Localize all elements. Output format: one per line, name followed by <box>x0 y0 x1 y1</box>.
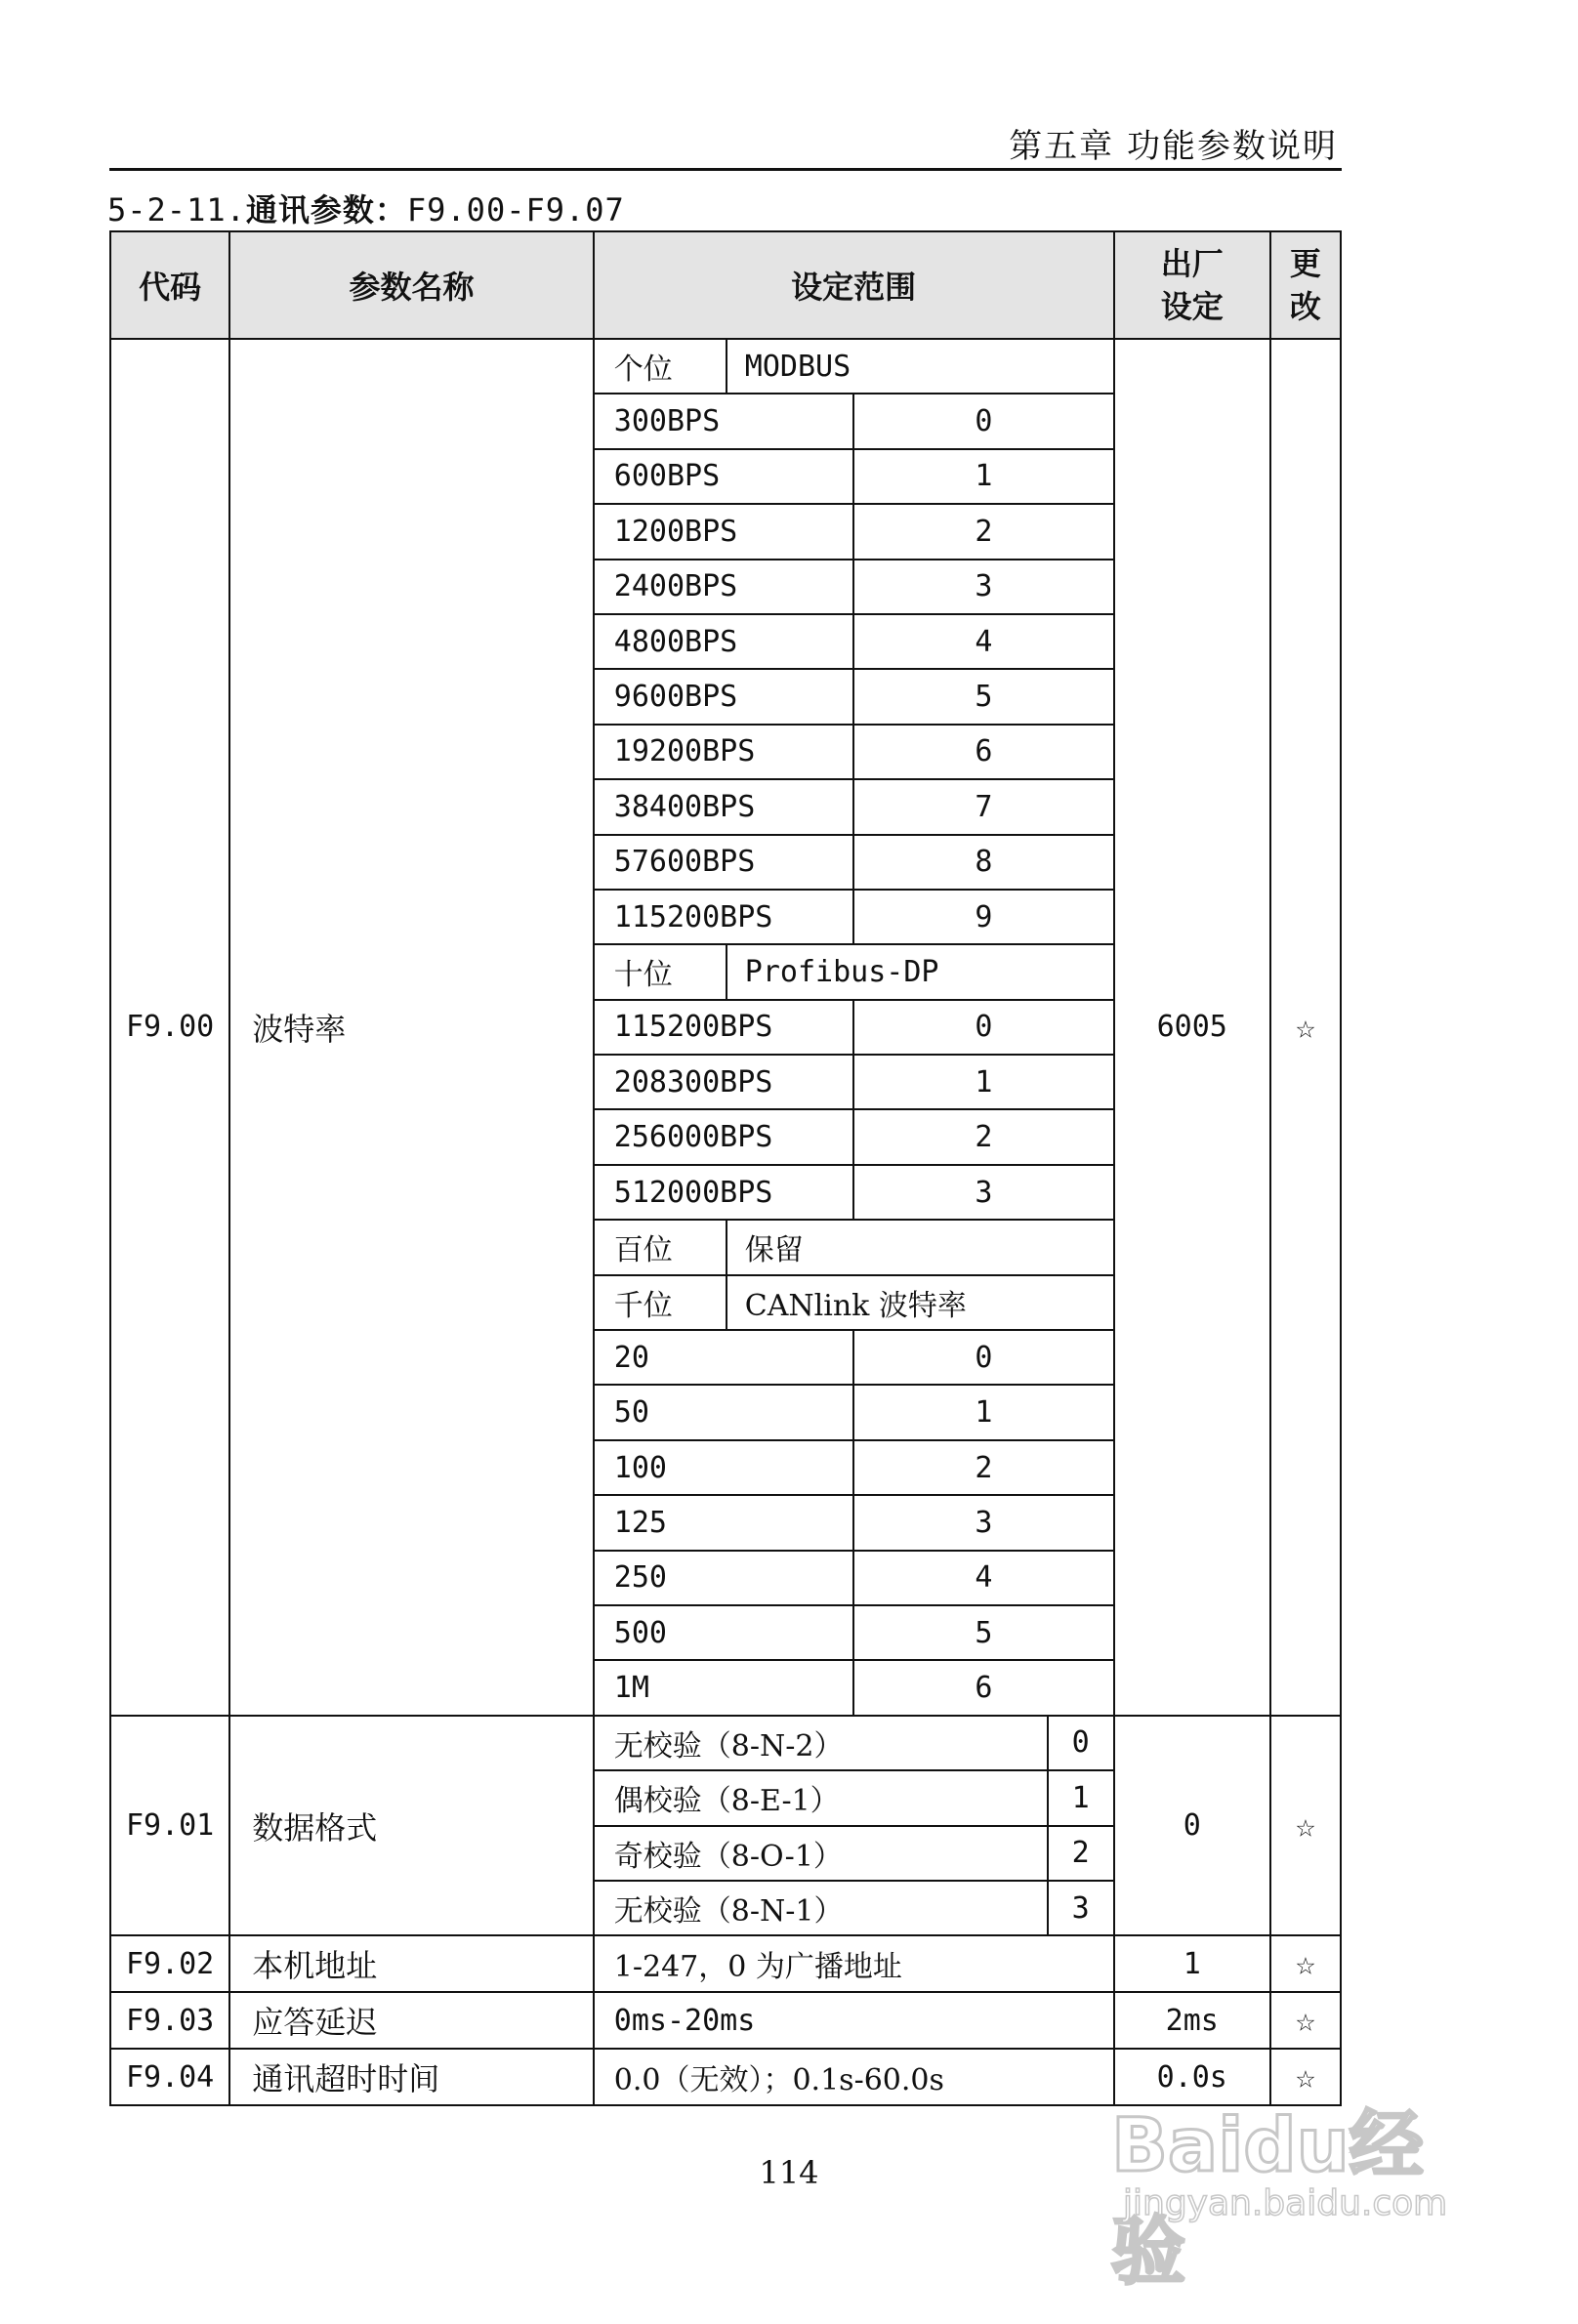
digit-description: Profibus-DP <box>744 954 939 989</box>
option-row <box>595 1826 1113 1881</box>
section-range: F9.00-F9.07 <box>406 191 625 228</box>
option-value: 6 <box>853 1660 1112 1714</box>
header-name: 参数名称 <box>229 231 594 339</box>
option-value: 4 <box>853 1551 1112 1605</box>
param-name: 应答延迟 <box>229 1992 594 2049</box>
param-name: 本机地址 <box>229 1935 594 1992</box>
param-code: F9.02 <box>110 1935 229 1992</box>
option-row <box>595 1000 1113 1055</box>
option-row <box>595 1495 1113 1550</box>
option-label: 50 <box>595 1385 853 1439</box>
table-row <box>110 339 1341 1716</box>
option-value: 6 <box>853 725 1112 779</box>
option-value: 9 <box>853 890 1112 944</box>
option-label: 57600BPS <box>595 835 853 890</box>
option-value: 2 <box>853 504 1112 559</box>
section-title <box>107 186 625 230</box>
option-value: 0 <box>1048 1717 1113 1770</box>
option-value: 0 <box>853 1000 1112 1055</box>
option-value: 2 <box>1048 1826 1113 1881</box>
digit-label: 个位 <box>595 340 727 393</box>
option-label: 500 <box>595 1605 853 1660</box>
digit-label: 千位 <box>595 1276 727 1329</box>
param-range <box>594 1716 1114 1936</box>
watermark-url: jingyan.baidu.com <box>1123 2183 1448 2223</box>
param-code: F9.01 <box>110 1716 229 1936</box>
param-code: F9.03 <box>110 1992 229 2049</box>
option-value: 3 <box>1048 1881 1113 1934</box>
param-default: 2ms <box>1114 1992 1270 2049</box>
option-label: 1200BPS <box>595 504 853 559</box>
option-label: 208300BPS <box>595 1055 853 1109</box>
option-value: 3 <box>853 1495 1112 1550</box>
option-label: 奇校验（8-O-1） <box>595 1826 1048 1881</box>
digit-description: 保留 <box>744 1233 804 1268</box>
option-label: 100 <box>595 1440 853 1495</box>
option-row <box>595 835 1113 890</box>
param-range <box>594 339 1114 1716</box>
option-value: 1 <box>853 1055 1112 1109</box>
param-code: F9.00 <box>110 339 229 1716</box>
option-row <box>595 779 1113 834</box>
option-row <box>595 1551 1113 1605</box>
option-value: 8 <box>853 835 1112 890</box>
option-label: 4800BPS <box>595 614 853 669</box>
param-range: 0.0（无效）；0.1s-60.0s <box>594 2049 1114 2105</box>
option-label: 600BPS <box>595 449 853 504</box>
baidu-jingyan-logo: Baidu经验 <box>1111 2101 1424 2295</box>
section-heading: 通讯参数： <box>245 191 407 228</box>
option-row <box>595 1770 1113 1825</box>
option-row <box>595 725 1113 779</box>
option-value: 0 <box>853 1330 1112 1385</box>
param-default: 0 <box>1114 1716 1270 1936</box>
option-value: 1 <box>853 449 1112 504</box>
star-icon: ☆ <box>1270 1992 1341 2049</box>
option-row <box>595 1109 1113 1164</box>
star-icon: ☆ <box>1270 1935 1341 1992</box>
digit-header-row <box>595 340 1113 394</box>
option-value: 5 <box>853 1605 1112 1660</box>
page-header <box>109 115 1342 171</box>
option-row <box>595 614 1113 669</box>
option-row <box>595 1440 1113 1495</box>
table-row <box>110 1716 1341 1936</box>
star-icon: ☆ <box>1270 1716 1341 1936</box>
option-label: 19200BPS <box>595 725 853 779</box>
digit-header-row <box>595 1275 1113 1330</box>
option-label: 512000BPS <box>595 1165 853 1220</box>
star-icon: ☆ <box>1270 339 1341 1716</box>
option-label: 无校验（8-N-2） <box>595 1717 1048 1770</box>
chapter-title: 第五章 功能参数说明 <box>1009 127 1338 166</box>
param-name: 波特率 <box>229 339 594 1716</box>
option-row <box>595 1660 1113 1714</box>
param-default: 0.0s <box>1114 2049 1270 2105</box>
option-row <box>595 560 1113 614</box>
star-icon: ☆ <box>1270 2049 1341 2105</box>
option-value: 3 <box>853 560 1112 614</box>
option-row <box>595 1881 1113 1934</box>
option-row <box>595 890 1113 944</box>
option-value: 7 <box>853 779 1112 834</box>
digit-label: 十位 <box>595 945 727 998</box>
option-value: 4 <box>853 614 1112 669</box>
digit-description: MODBUS <box>744 349 851 384</box>
option-row <box>595 669 1113 724</box>
param-code: F9.04 <box>110 2049 229 2105</box>
table-row <box>110 1935 1341 1992</box>
param-range: 1-247，0 为广播地址 <box>594 1935 1114 1992</box>
header-change: 更改 <box>1270 231 1341 339</box>
header-range: 设定范围 <box>594 231 1114 339</box>
option-value: 1 <box>1048 1770 1113 1825</box>
header-code: 代码 <box>110 231 229 339</box>
option-label: 2400BPS <box>595 560 853 614</box>
param-range: 0ms-20ms <box>594 1992 1114 2049</box>
option-label: 9600BPS <box>595 669 853 724</box>
option-row <box>595 1717 1113 1770</box>
watermark <box>1111 2086 1473 2295</box>
param-name: 通讯超时时间 <box>229 2049 594 2105</box>
option-row <box>595 1055 1113 1109</box>
option-row <box>595 504 1113 559</box>
param-default: 6005 <box>1114 339 1270 1716</box>
option-label: 300BPS <box>595 394 853 448</box>
option-label: 无校验（8-N-1） <box>613 1894 844 1930</box>
range-options <box>595 1717 1113 1935</box>
table-header-row <box>110 231 1341 339</box>
option-label: 1M <box>613 1671 649 1706</box>
option-label: 125 <box>595 1495 853 1550</box>
option-label: 115200BPS <box>595 890 853 944</box>
option-value: 2 <box>853 1109 1112 1164</box>
range-options <box>595 340 1113 1715</box>
digit-header-row <box>595 1220 1113 1274</box>
option-label: 20 <box>595 1330 853 1385</box>
param-name: 数据格式 <box>229 1716 594 1936</box>
param-default: 1 <box>1114 1935 1270 1992</box>
digit-header-row <box>595 944 1113 999</box>
option-value: 1 <box>853 1385 1112 1439</box>
option-value: 2 <box>853 1440 1112 1495</box>
parameter-table <box>109 230 1342 2106</box>
option-label: 38400BPS <box>595 779 853 834</box>
header-default: 出厂设定 <box>1114 231 1270 339</box>
option-row <box>595 1165 1113 1220</box>
option-row <box>595 1330 1113 1385</box>
digit-description: CANlink 波特率 <box>744 1288 967 1323</box>
option-label: 偶校验（8-E-1） <box>595 1770 1048 1825</box>
option-row <box>595 394 1113 448</box>
option-row <box>595 1605 1113 1660</box>
option-label: 256000BPS <box>595 1109 853 1164</box>
option-label: 115200BPS <box>595 1000 853 1055</box>
page-number: 114 <box>759 2154 819 2191</box>
option-value: 0 <box>853 394 1112 448</box>
option-value: 3 <box>853 1165 1112 1220</box>
section-number: 5-2-11. <box>107 191 246 228</box>
option-value: 5 <box>853 669 1112 724</box>
option-row <box>595 449 1113 504</box>
table-row <box>110 1992 1341 2049</box>
digit-label: 百位 <box>595 1221 727 1273</box>
option-label: 250 <box>595 1551 853 1605</box>
option-row <box>595 1385 1113 1439</box>
